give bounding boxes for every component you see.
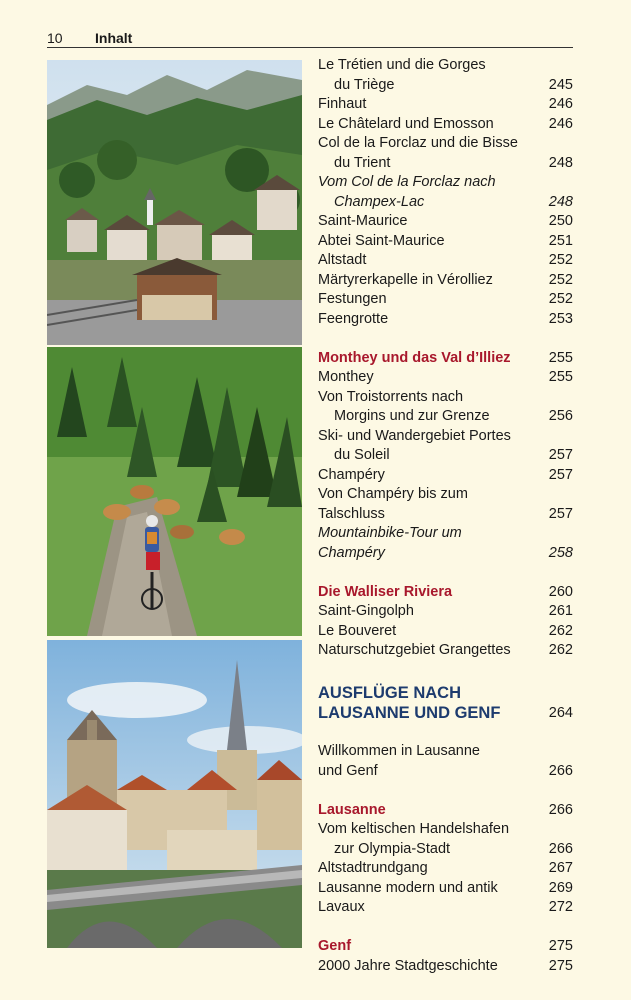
photo-lausanne-cathedral — [47, 640, 302, 948]
toc-section-heading[interactable]: Genf 275 — [318, 937, 573, 957]
toc-page: 250 — [548, 213, 573, 229]
toc-entry[interactable]: Altstadtrundgang 267 — [318, 859, 573, 879]
toc-page: 275 — [548, 938, 573, 954]
toc-entry[interactable]: Abtei Saint-Maurice 251 — [318, 232, 573, 252]
toc-page: 269 — [548, 879, 573, 896]
toc-page: 261 — [548, 603, 573, 619]
page-header — [47, 30, 573, 48]
toc-entry[interactable]: Von Champéry bis zum Talschluss 257 — [318, 485, 573, 524]
toc-page: 245 — [548, 76, 573, 93]
toc-page: 258 — [548, 544, 573, 561]
toc-chapter-heading[interactable]: AUSFLÜGE NACH LAUSANNE UND GENF 264 — [318, 683, 573, 722]
toc-entry[interactable]: Naturschutzgebiet Grangettes 262 — [318, 641, 573, 661]
toc-entry[interactable]: Saint-Gingolph 261 — [318, 602, 573, 622]
toc-entry[interactable]: Ski- und Wandergebiet Portes du Soleil 257 — [318, 427, 573, 466]
toc-entry[interactable]: Feengrotte 253 — [318, 310, 573, 330]
header-title: Inhalt — [95, 30, 133, 46]
toc-page: 272 — [548, 899, 573, 915]
toc-entry[interactable]: Champéry 257 — [318, 466, 573, 486]
toc-page: 256 — [548, 408, 573, 424]
toc-page: 257 — [548, 505, 573, 522]
toc-entry-tour[interactable]: Mountainbike-Tour um Champéry 258 — [318, 524, 573, 563]
toc-page: 262 — [548, 642, 573, 658]
toc-page: 262 — [548, 622, 573, 639]
toc-page: 266 — [548, 762, 573, 779]
toc-page: 260 — [548, 583, 573, 600]
toc-page: 266 — [548, 840, 573, 857]
toc-entry[interactable]: Finhaut 246 — [318, 95, 573, 115]
toc-entry[interactable]: Le Trétien und die Gorges du Triège 245 — [318, 56, 573, 95]
toc-entry[interactable]: Märtyrerkapelle in Vérolliez 252 — [318, 271, 573, 291]
toc-page: 257 — [548, 466, 573, 483]
toc-page: 255 — [548, 369, 573, 385]
table-of-contents — [318, 56, 573, 976]
toc-page: 266 — [548, 801, 573, 818]
toc-page: 246 — [548, 115, 573, 132]
toc-entry[interactable]: 2000 Jahre Stadtgeschichte 275 — [318, 957, 573, 977]
page-number: 10 — [47, 30, 63, 46]
toc-page: 267 — [548, 860, 573, 876]
toc-entry[interactable]: Vom keltischen Handelshafen zur Olympia-Stadt 266 — [318, 820, 573, 859]
toc-entry[interactable]: Le Bouveret 262 — [318, 622, 573, 642]
toc-entry[interactable]: Le Châtelard und Emosson 246 — [318, 115, 573, 135]
toc-entry-tour[interactable]: Vom Col de la Forclaz nach Champex-Lac 248 — [318, 173, 573, 212]
toc-entry[interactable]: Willkommen in Lausanne und Genf 266 — [318, 742, 573, 781]
toc-entry[interactable]: Altstadt 252 — [318, 251, 573, 271]
photo-mountain-village — [47, 60, 302, 345]
toc-section-heading[interactable]: Lausanne 266 — [318, 801, 573, 821]
toc-page: 252 — [548, 252, 573, 268]
toc-entry[interactable]: Lausanne modern und antik 269 — [318, 879, 573, 899]
toc-page: 275 — [548, 957, 573, 974]
toc-section-heading[interactable]: Monthey und das Val d’Illiez 255 — [318, 349, 573, 369]
toc-page: 257 — [548, 447, 573, 463]
toc-page: 264 — [548, 704, 573, 721]
toc-page: 253 — [548, 310, 573, 327]
toc-entry[interactable]: Monthey 255 — [318, 368, 573, 388]
toc-page: 255 — [548, 349, 573, 366]
toc-page: 251 — [548, 232, 573, 249]
toc-entry[interactable]: Festungen 252 — [318, 290, 573, 310]
toc-entry[interactable]: Von Troistorrents nach Morgins und zur Grenze 256 — [318, 388, 573, 427]
toc-page: 246 — [548, 96, 573, 112]
toc-entry[interactable]: Saint-Maurice 250 — [318, 212, 573, 232]
toc-page: 252 — [548, 291, 573, 307]
toc-section-heading[interactable]: Die Walliser Riviera 260 — [318, 583, 573, 603]
toc-entry[interactable]: Lavaux 272 — [318, 898, 573, 918]
toc-page: 248 — [548, 154, 573, 171]
toc-page: 252 — [548, 271, 573, 288]
toc-page: 248 — [548, 193, 573, 210]
photo-mountain-biker — [47, 347, 302, 636]
toc-entry[interactable]: Col de la Forclaz und die Bisse du Trient 248 — [318, 134, 573, 173]
